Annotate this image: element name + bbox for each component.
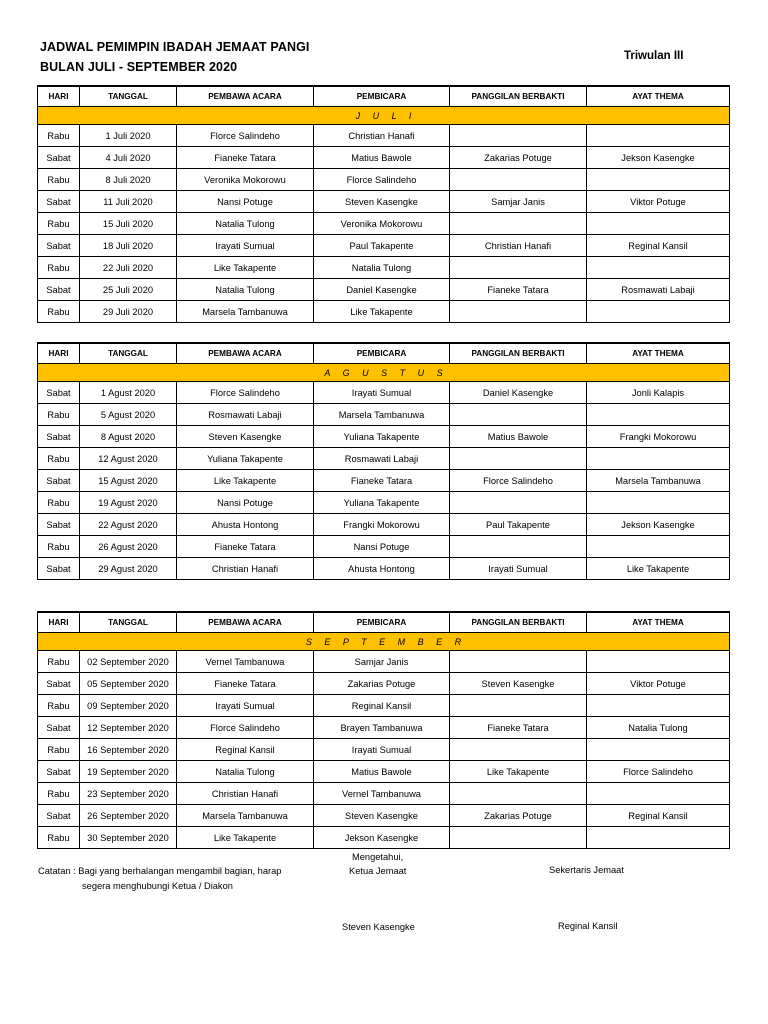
- cell-speaker: Ahusta Hontong: [314, 558, 450, 580]
- column-header-speaker: PEMBICARA: [314, 86, 450, 107]
- cell-host: Florce Salindeho: [177, 125, 314, 147]
- table-row: [38, 492, 730, 514]
- cell-host: Marsela Tambanuwa: [177, 805, 314, 827]
- quarter-label: Triwulan III: [624, 50, 684, 62]
- cell-host: Natalia Tulong: [177, 279, 314, 301]
- cell-date: 29 Agust 2020: [80, 558, 177, 580]
- cell-call-to-worship: [450, 213, 587, 235]
- column-header-call-to-worship: PANGGILAN BERBAKTI: [450, 86, 587, 107]
- cell-speaker: Brayen Tambanuwa: [314, 717, 450, 739]
- cell-date: 29 Juli 2020: [80, 301, 177, 323]
- cell-speaker: Daniel Kasengke: [314, 279, 450, 301]
- cell-speaker: Fianeke Tatara: [314, 470, 450, 492]
- cell-date: 1 Juli 2020: [80, 125, 177, 147]
- cell-speaker: Rosmawati Labaji: [314, 448, 450, 470]
- table-row: [38, 695, 730, 717]
- cell-theme-verse: [587, 695, 730, 717]
- cell-host: Like Takapente: [177, 470, 314, 492]
- cell-date: 8 Juli 2020: [80, 169, 177, 191]
- cell-theme-verse: Reginal Kansil: [587, 805, 730, 827]
- cell-theme-verse: Jekson Kasengke: [587, 514, 730, 536]
- table-row: [38, 805, 730, 827]
- table-row: [38, 191, 730, 213]
- cell-day: Sabat: [38, 279, 80, 301]
- cell-speaker: Jekson Kasengke: [314, 827, 450, 849]
- cell-date: 09 September 2020: [80, 695, 177, 717]
- table-row: [38, 448, 730, 470]
- cell-date: 8 Agust 2020: [80, 426, 177, 448]
- cell-day: Sabat: [38, 191, 80, 213]
- cell-date: 5 Agust 2020: [80, 404, 177, 426]
- table-row: [38, 470, 730, 492]
- table-row: [38, 426, 730, 448]
- cell-call-to-worship: Daniel Kasengke: [450, 382, 587, 404]
- cell-day: Sabat: [38, 235, 80, 257]
- cell-call-to-worship: Matius Bawole: [450, 426, 587, 448]
- cell-date: 18 Juli 2020: [80, 235, 177, 257]
- table-header-row: [38, 86, 730, 107]
- cell-host: Natalia Tulong: [177, 213, 314, 235]
- cell-theme-verse: Jekson Kasengke: [587, 147, 730, 169]
- column-header-date: TANGGAL: [80, 343, 177, 364]
- cell-theme-verse: Florce Salindeho: [587, 761, 730, 783]
- cell-host: Fianeke Tatara: [177, 536, 314, 558]
- column-header-host: PEMBAWA ACARA: [177, 612, 314, 633]
- table-row: [38, 514, 730, 536]
- cell-host: Irayati Sumual: [177, 235, 314, 257]
- cell-call-to-worship: [450, 169, 587, 191]
- cell-day: Rabu: [38, 448, 80, 470]
- table-row: [38, 783, 730, 805]
- table-row: [38, 558, 730, 580]
- cell-host: Irayati Sumual: [177, 695, 314, 717]
- cell-day: Sabat: [38, 382, 80, 404]
- column-header-date: TANGGAL: [80, 612, 177, 633]
- cell-theme-verse: [587, 404, 730, 426]
- column-header-day: HARI: [38, 612, 80, 633]
- cell-theme-verse: [587, 536, 730, 558]
- cell-day: Sabat: [38, 761, 80, 783]
- table-row: [38, 827, 730, 849]
- cell-theme-verse: Viktor Potuge: [587, 673, 730, 695]
- cell-host: Yuliana Takapente: [177, 448, 314, 470]
- cell-host: Christian Hanafi: [177, 783, 314, 805]
- cell-theme-verse: Jonli Kalapis: [587, 382, 730, 404]
- cell-date: 02 September 2020: [80, 651, 177, 673]
- month-label: J U L I: [38, 107, 730, 125]
- chair-title: Ketua Jemaat: [349, 866, 407, 876]
- cell-day: Rabu: [38, 213, 80, 235]
- table-row: [38, 761, 730, 783]
- cell-speaker: Matius Bawole: [314, 761, 450, 783]
- cell-host: Florce Salindeho: [177, 717, 314, 739]
- cell-theme-verse: [587, 213, 730, 235]
- cell-speaker: Steven Kasengke: [314, 191, 450, 213]
- cell-host: Rosmawati Labaji: [177, 404, 314, 426]
- cell-date: 4 Juli 2020: [80, 147, 177, 169]
- footer-note-line1: Catatan : Bagi yang berhalangan mengambil bagian, harap: [38, 866, 282, 876]
- cell-theme-verse: [587, 827, 730, 849]
- column-header-day: HARI: [38, 343, 80, 364]
- table-row: [38, 169, 730, 191]
- cell-theme-verse: [587, 448, 730, 470]
- month-banner-row: [38, 633, 730, 651]
- cell-date: 15 Agust 2020: [80, 470, 177, 492]
- cell-call-to-worship: Like Takapente: [450, 761, 587, 783]
- column-header-theme-verse: AYAT THEMA: [587, 343, 730, 364]
- month-label: A G U S T U S: [38, 364, 730, 382]
- cell-theme-verse: [587, 739, 730, 761]
- cell-day: Rabu: [38, 169, 80, 191]
- column-header-call-to-worship: PANGGILAN BERBAKTI: [450, 343, 587, 364]
- cell-call-to-worship: Fianeke Tatara: [450, 279, 587, 301]
- cell-host: Natalia Tulong: [177, 761, 314, 783]
- cell-call-to-worship: Christian Hanafi: [450, 235, 587, 257]
- cell-speaker: Veronika Mokorowu: [314, 213, 450, 235]
- schedule-table-september: [37, 611, 730, 849]
- table-row: [38, 739, 730, 761]
- cell-day: Sabat: [38, 426, 80, 448]
- cell-speaker: Vernel Tambanuwa: [314, 783, 450, 805]
- table-header-row: [38, 612, 730, 633]
- cell-speaker: Florce Salindeho: [314, 169, 450, 191]
- cell-day: Rabu: [38, 301, 80, 323]
- cell-call-to-worship: [450, 301, 587, 323]
- cell-speaker: Irayati Sumual: [314, 382, 450, 404]
- cell-call-to-worship: [450, 536, 587, 558]
- cell-date: 22 Juli 2020: [80, 257, 177, 279]
- cell-day: Rabu: [38, 125, 80, 147]
- cell-date: 12 September 2020: [80, 717, 177, 739]
- cell-speaker: Natalia Tulong: [314, 257, 450, 279]
- cell-call-to-worship: Paul Takapente: [450, 514, 587, 536]
- cell-speaker: Christian Hanafi: [314, 125, 450, 147]
- cell-speaker: Samjar Janis: [314, 651, 450, 673]
- cell-day: Sabat: [38, 514, 80, 536]
- cell-call-to-worship: [450, 651, 587, 673]
- cell-call-to-worship: Irayati Sumual: [450, 558, 587, 580]
- cell-call-to-worship: [450, 739, 587, 761]
- cell-host: Like Takapente: [177, 827, 314, 849]
- cell-host: Fianeke Tatara: [177, 147, 314, 169]
- schedule-table-august: [37, 342, 730, 580]
- cell-date: 22 Agust 2020: [80, 514, 177, 536]
- cell-speaker: Nansi Potuge: [314, 536, 450, 558]
- cell-call-to-worship: Samjar Janis: [450, 191, 587, 213]
- table-row: [38, 147, 730, 169]
- cell-theme-verse: Marsela Tambanuwa: [587, 470, 730, 492]
- table-row: [38, 673, 730, 695]
- cell-day: Sabat: [38, 558, 80, 580]
- cell-call-to-worship: [450, 827, 587, 849]
- schedule-table-july: [37, 85, 730, 323]
- table-row: [38, 651, 730, 673]
- cell-day: Rabu: [38, 651, 80, 673]
- cell-speaker: Reginal Kansil: [314, 695, 450, 717]
- cell-date: 1 Agust 2020: [80, 382, 177, 404]
- column-header-speaker: PEMBICARA: [314, 343, 450, 364]
- table-row: [38, 235, 730, 257]
- month-label: S E P T E M B E R: [38, 633, 730, 651]
- cell-day: Rabu: [38, 739, 80, 761]
- cell-date: 19 Agust 2020: [80, 492, 177, 514]
- cell-host: Vernel Tambanuwa: [177, 651, 314, 673]
- cell-call-to-worship: [450, 695, 587, 717]
- table-row: [38, 279, 730, 301]
- cell-day: Rabu: [38, 404, 80, 426]
- cell-theme-verse: Reginal Kansil: [587, 235, 730, 257]
- cell-host: Marsela Tambanuwa: [177, 301, 314, 323]
- table-row: [38, 125, 730, 147]
- cell-date: 11 Juli 2020: [80, 191, 177, 213]
- cell-date: 23 September 2020: [80, 783, 177, 805]
- month-banner-row: [38, 364, 730, 382]
- cell-speaker: Zakarias Potuge: [314, 673, 450, 695]
- cell-call-to-worship: [450, 125, 587, 147]
- cell-theme-verse: Viktor Potuge: [587, 191, 730, 213]
- cell-host: Veronika Mokorowu: [177, 169, 314, 191]
- cell-speaker: Yuliana Takapente: [314, 426, 450, 448]
- cell-call-to-worship: Steven Kasengke: [450, 673, 587, 695]
- cell-theme-verse: [587, 257, 730, 279]
- table-row: [38, 404, 730, 426]
- cell-host: Reginal Kansil: [177, 739, 314, 761]
- cell-host: Nansi Potuge: [177, 492, 314, 514]
- column-header-date: TANGGAL: [80, 86, 177, 107]
- cell-theme-verse: [587, 783, 730, 805]
- table-row: [38, 257, 730, 279]
- document-title: JADWAL PEMIMPIN IBADAH JEMAAT PANGI: [40, 40, 310, 54]
- cell-day: Sabat: [38, 805, 80, 827]
- cell-host: Ahusta Hontong: [177, 514, 314, 536]
- cell-date: 12 Agust 2020: [80, 448, 177, 470]
- cell-call-to-worship: [450, 257, 587, 279]
- cell-date: 26 September 2020: [80, 805, 177, 827]
- document-subtitle: BULAN JULI - SEPTEMBER 2020: [40, 60, 238, 74]
- cell-day: Sabat: [38, 147, 80, 169]
- cell-host: Steven Kasengke: [177, 426, 314, 448]
- cell-date: 30 September 2020: [80, 827, 177, 849]
- chair-signatory-name: Steven Kasengke: [342, 922, 415, 932]
- cell-day: Rabu: [38, 536, 80, 558]
- table-row: [38, 301, 730, 323]
- cell-host: Like Takapente: [177, 257, 314, 279]
- column-header-call-to-worship: PANGGILAN BERBAKTI: [450, 612, 587, 633]
- cell-call-to-worship: [450, 404, 587, 426]
- cell-call-to-worship: Zakarias Potuge: [450, 805, 587, 827]
- table-header-row: [38, 343, 730, 364]
- column-header-host: PEMBAWA ACARA: [177, 86, 314, 107]
- footer-note-line2: segera menghubungi Ketua / Diakon: [82, 881, 233, 891]
- cell-speaker: Marsela Tambanuwa: [314, 404, 450, 426]
- cell-speaker: Paul Takapente: [314, 235, 450, 257]
- column-header-speaker: PEMBICARA: [314, 612, 450, 633]
- cell-call-to-worship: Fianeke Tatara: [450, 717, 587, 739]
- cell-date: 05 September 2020: [80, 673, 177, 695]
- month-banner-row: [38, 107, 730, 125]
- column-header-day: HARI: [38, 86, 80, 107]
- cell-host: Nansi Potuge: [177, 191, 314, 213]
- cell-day: Rabu: [38, 783, 80, 805]
- cell-call-to-worship: [450, 448, 587, 470]
- cell-theme-verse: Natalia Tulong: [587, 717, 730, 739]
- cell-theme-verse: [587, 651, 730, 673]
- cell-host: Christian Hanafi: [177, 558, 314, 580]
- cell-theme-verse: Rosmawati Labaji: [587, 279, 730, 301]
- table-row: [38, 717, 730, 739]
- cell-speaker: Irayati Sumual: [314, 739, 450, 761]
- cell-call-to-worship: [450, 492, 587, 514]
- cell-call-to-worship: Florce Salindeho: [450, 470, 587, 492]
- cell-day: Rabu: [38, 492, 80, 514]
- cell-date: 15 Juli 2020: [80, 213, 177, 235]
- cell-day: Sabat: [38, 717, 80, 739]
- cell-theme-verse: [587, 492, 730, 514]
- cell-date: 26 Agust 2020: [80, 536, 177, 558]
- column-header-theme-verse: AYAT THEMA: [587, 612, 730, 633]
- cell-date: 16 September 2020: [80, 739, 177, 761]
- table-row: [38, 382, 730, 404]
- table-row: [38, 213, 730, 235]
- column-header-theme-verse: AYAT THEMA: [587, 86, 730, 107]
- cell-day: Rabu: [38, 257, 80, 279]
- cell-theme-verse: [587, 301, 730, 323]
- column-header-host: PEMBAWA ACARA: [177, 343, 314, 364]
- table-row: [38, 536, 730, 558]
- cell-date: 19 September 2020: [80, 761, 177, 783]
- cell-call-to-worship: Zakarias Potuge: [450, 147, 587, 169]
- cell-theme-verse: [587, 125, 730, 147]
- cell-speaker: Frangki Mokorowu: [314, 514, 450, 536]
- cell-theme-verse: [587, 169, 730, 191]
- cell-theme-verse: Like Takapente: [587, 558, 730, 580]
- cell-speaker: Matius Bawole: [314, 147, 450, 169]
- cell-date: 25 Juli 2020: [80, 279, 177, 301]
- cell-day: Rabu: [38, 695, 80, 717]
- cell-day: Sabat: [38, 673, 80, 695]
- secretary-title: Sekertaris Jemaat: [549, 865, 624, 875]
- cell-speaker: Steven Kasengke: [314, 805, 450, 827]
- secretary-signatory-name: Reginal Kansil: [558, 921, 618, 931]
- cell-day: Sabat: [38, 470, 80, 492]
- cell-call-to-worship: [450, 783, 587, 805]
- cell-day: Rabu: [38, 827, 80, 849]
- cell-speaker: Yuliana Takapente: [314, 492, 450, 514]
- cell-speaker: Like Takapente: [314, 301, 450, 323]
- cell-host: Florce Salindeho: [177, 382, 314, 404]
- cell-host: Fianeke Tatara: [177, 673, 314, 695]
- cell-theme-verse: Frangki Mokorowu: [587, 426, 730, 448]
- acknowledged-label: Mengetahui,: [352, 852, 404, 862]
